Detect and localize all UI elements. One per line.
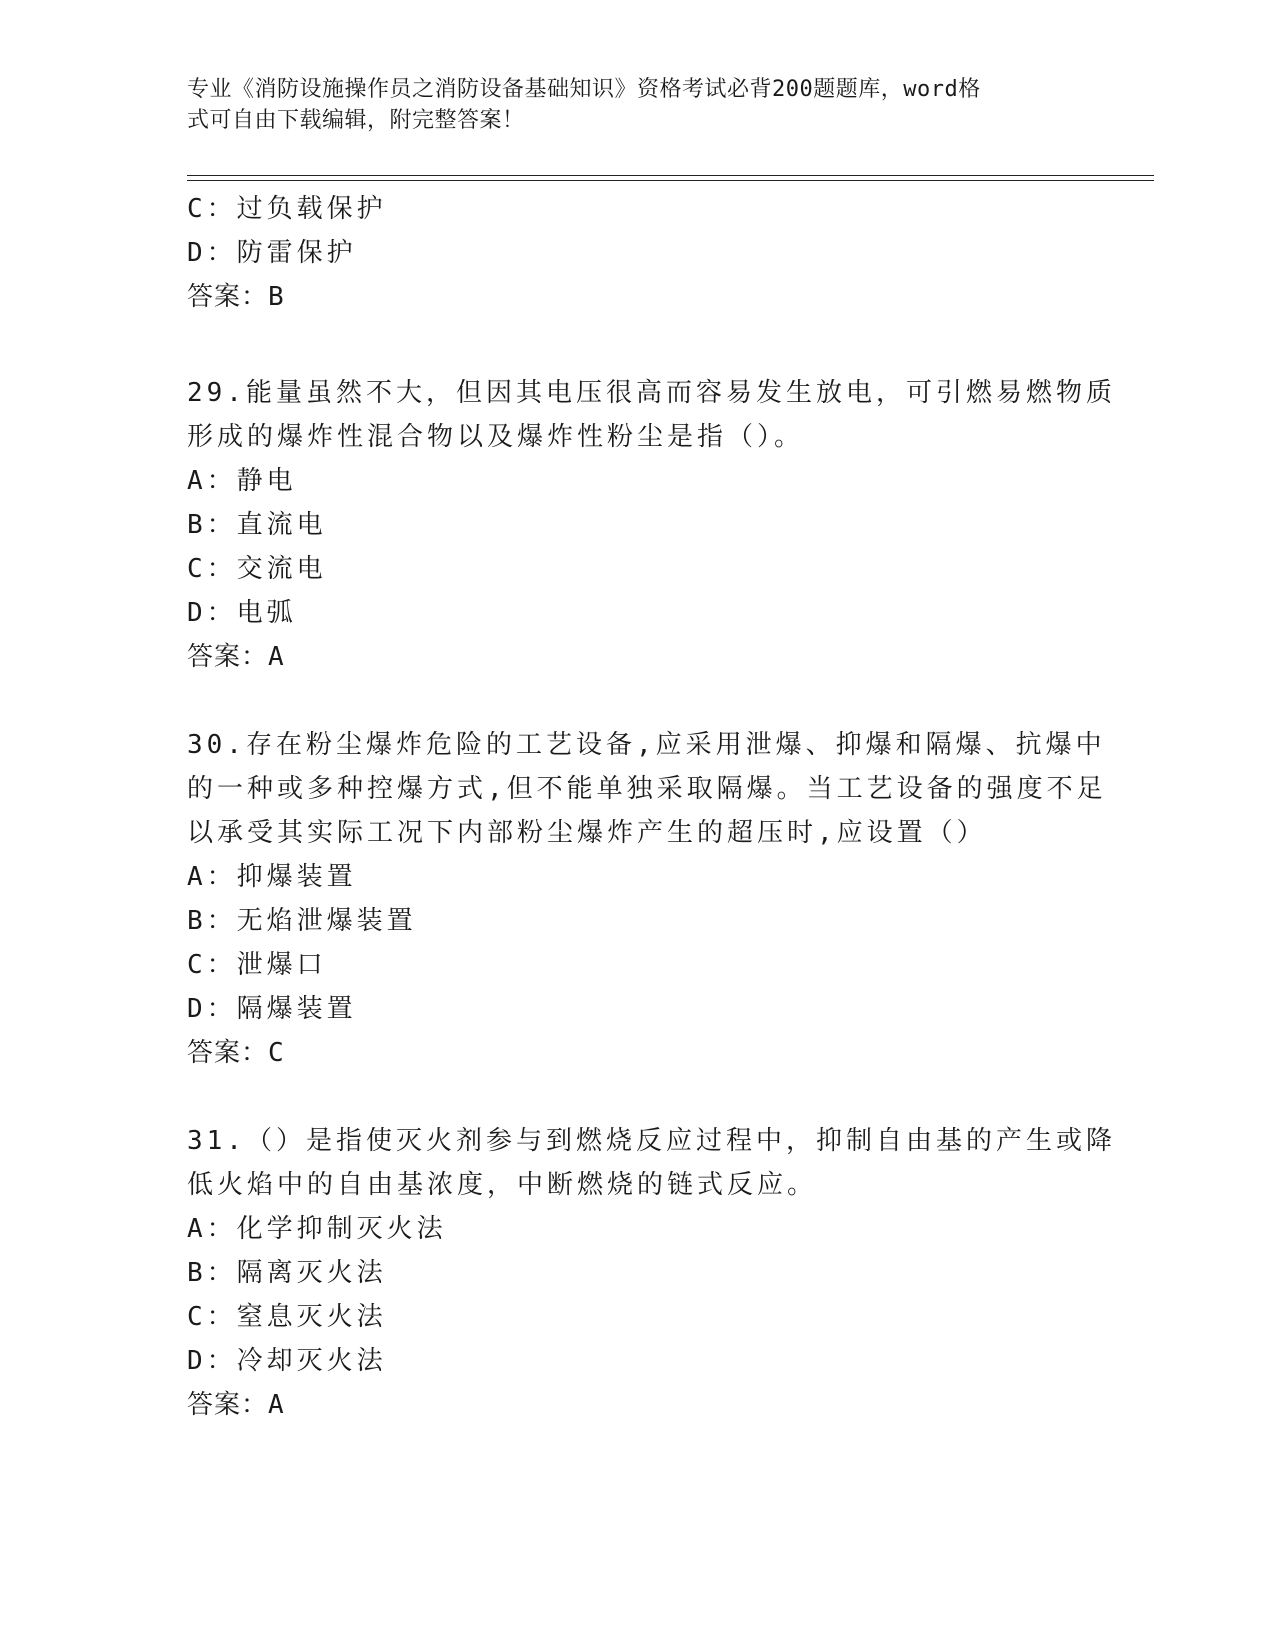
q29-option-c: C：交流电 bbox=[187, 554, 327, 584]
header-rule-bottom bbox=[187, 180, 1154, 181]
q31-answer: 答案：A bbox=[187, 1390, 285, 1420]
q31-option-a: A：化学抑制灭火法 bbox=[187, 1214, 447, 1244]
q30-answer: 答案：C bbox=[187, 1038, 285, 1068]
header-line-1: 专业《消防设施操作员之消防设备基础知识》资格考试必背200题题库，word格 bbox=[187, 77, 981, 102]
q30-stem-line-2: 的一种或多种控爆方式,但不能单独采取隔爆。当工艺设备的强度不足 bbox=[187, 774, 1107, 804]
q29-stem-line-1: 29.能量虽然不大，但因其电压很高而容易发生放电，可引燃易燃物质 bbox=[187, 378, 1116, 408]
q30-stem-line-3: 以承受其实际工况下内部粉尘爆炸产生的超压时,应设置（） bbox=[187, 818, 987, 848]
q28-answer: 答案：B bbox=[187, 282, 285, 312]
document-header bbox=[187, 74, 1067, 136]
q31-option-b: B：隔离灭火法 bbox=[187, 1258, 387, 1288]
q30-stem-line-1: 30.存在粉尘爆炸危险的工艺设备,应采用泄爆、抑爆和隔爆、抗爆中 bbox=[187, 730, 1106, 760]
header-rule-top bbox=[187, 175, 1154, 176]
header-line-2: 式可自由下载编辑，附完整答案！ bbox=[187, 108, 525, 133]
q28-option-d: D：防雷保护 bbox=[187, 238, 357, 268]
q29-option-a: A：静电 bbox=[187, 466, 297, 496]
q30-option-d: D：隔爆装置 bbox=[187, 994, 357, 1024]
q30-option-c: C：泄爆口 bbox=[187, 950, 327, 980]
q31-option-c: C：窒息灭火法 bbox=[187, 1302, 387, 1332]
q31-stem-line-2: 低火焰中的自由基浓度，中断燃烧的链式反应。 bbox=[187, 1170, 818, 1200]
q30-option-a: A：抑爆装置 bbox=[187, 862, 357, 892]
q29-answer: 答案：A bbox=[187, 642, 285, 672]
q31-stem-line-1: 31.（）是指使灭火剂参与到燃烧反应过程中，抑制自由基的产生或降 bbox=[187, 1126, 1116, 1156]
q29-stem-line-2: 形成的爆炸性混合物以及爆炸性粉尘是指（）。 bbox=[187, 422, 805, 452]
q29-option-b: B：直流电 bbox=[187, 510, 327, 540]
q31-option-d: D：冷却灭火法 bbox=[187, 1346, 387, 1376]
q30-option-b: B：无焰泄爆装置 bbox=[187, 906, 417, 936]
q28-option-c: C：过负载保护 bbox=[187, 194, 387, 224]
q29-option-d: D：电弧 bbox=[187, 598, 297, 628]
